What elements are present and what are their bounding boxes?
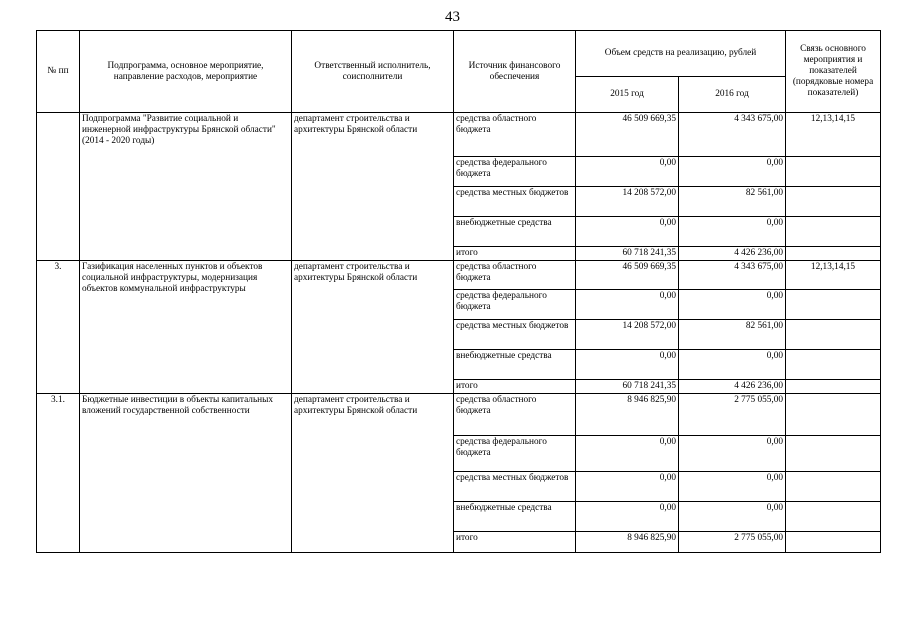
indicator-links: 12,13,14,15 — [786, 261, 881, 290]
indicator-links — [786, 247, 881, 261]
amount-2015: 0,00 — [576, 472, 679, 502]
amount-2016: 82 561,00 — [679, 187, 786, 217]
amount-2015: 8 946 825,90 — [576, 394, 679, 436]
amount-2015: 0,00 — [576, 217, 679, 247]
amount-2015: 0,00 — [576, 290, 679, 320]
row-number — [37, 113, 80, 261]
amount-2016: 4 343 675,00 — [679, 261, 786, 290]
amount-2016: 0,00 — [679, 217, 786, 247]
header-2015: 2015 год — [576, 77, 679, 113]
table-row — [37, 261, 881, 290]
header-num: № пп — [37, 31, 80, 113]
page-number: 43 — [445, 9, 460, 25]
program-name: Газификация населенных пунктов и объектов социальной инфраструктуры, модернизация объектов коммунальной инфраструктуры — [80, 261, 292, 394]
header-executor: Ответственный исполнитель, соисполнители — [292, 31, 454, 113]
amount-2016: 0,00 — [679, 502, 786, 532]
indicator-links — [786, 157, 881, 187]
header-source: Источник финансового обеспечения — [454, 31, 576, 113]
header-program: Подпрограмма, основное мероприятие, направление расходов, мероприятие — [80, 31, 292, 113]
executor-name: департамент строительства и архитектуры Брянской области — [292, 113, 454, 261]
header-volume: Объем средств на реализацию, рублей — [576, 31, 786, 77]
financing-table — [36, 30, 881, 553]
amount-2015: 46 509 669,35 — [576, 113, 679, 157]
amount-2015: 60 718 241,35 — [576, 247, 679, 261]
funding-source: средства федерального бюджета — [454, 436, 576, 472]
amount-2015: 0,00 — [576, 157, 679, 187]
amount-2016: 82 561,00 — [679, 320, 786, 350]
amount-2015: 60 718 241,35 — [576, 380, 679, 394]
indicator-links: 12,13,14,15 — [786, 113, 881, 157]
indicator-links — [786, 394, 881, 436]
amount-2016: 2 775 055,00 — [679, 394, 786, 436]
executor-name: департамент строительства и архитектуры Брянской области — [292, 261, 454, 394]
table-header — [37, 31, 881, 113]
indicator-links — [786, 380, 881, 394]
funding-source: средства федерального бюджета — [454, 290, 576, 320]
table-body — [37, 113, 881, 553]
indicator-links — [786, 217, 881, 247]
total-label: итого — [454, 380, 576, 394]
amount-2015: 8 946 825,90 — [576, 532, 679, 553]
amount-2015: 14 208 572,00 — [576, 320, 679, 350]
amount-2016: 0,00 — [679, 290, 786, 320]
amount-2016: 4 426 236,00 — [679, 380, 786, 394]
indicator-links — [786, 290, 881, 320]
amount-2016: 0,00 — [679, 350, 786, 380]
indicator-links — [786, 472, 881, 502]
funding-source: средства областного бюджета — [454, 261, 576, 290]
indicator-links — [786, 532, 881, 553]
indicator-links — [786, 502, 881, 532]
funding-source: внебюджетные средства — [454, 217, 576, 247]
amount-2016: 2 775 055,00 — [679, 532, 786, 553]
amount-2015: 0,00 — [576, 436, 679, 472]
amount-2016: 0,00 — [679, 472, 786, 502]
total-label: итого — [454, 247, 576, 261]
funding-source: средства областного бюджета — [454, 394, 576, 436]
funding-source: средства местных бюджетов — [454, 472, 576, 502]
program-name: Бюджетные инвестиции в объекты капитальных вложений государственной собственности — [80, 394, 292, 553]
funding-source: средства федерального бюджета — [454, 157, 576, 187]
funding-source: внебюджетные средства — [454, 502, 576, 532]
table-row — [37, 113, 881, 157]
row-number: 3.1. — [37, 394, 80, 553]
indicator-links — [786, 350, 881, 380]
executor-name: департамент строительства и архитектуры Брянской области — [292, 394, 454, 553]
header-link: Связь основного мероприятия и показателей (порядковые номера показателей) — [786, 31, 881, 113]
amount-2015: 0,00 — [576, 350, 679, 380]
funding-source: средства местных бюджетов — [454, 320, 576, 350]
header-2016: 2016 год — [679, 77, 786, 113]
indicator-links — [786, 320, 881, 350]
funding-source: средства областного бюджета — [454, 113, 576, 157]
amount-2015: 14 208 572,00 — [576, 187, 679, 217]
amount-2015: 46 509 669,35 — [576, 261, 679, 290]
indicator-links — [786, 436, 881, 472]
amount-2016: 0,00 — [679, 157, 786, 187]
indicator-links — [786, 187, 881, 217]
funding-source: внебюджетные средства — [454, 350, 576, 380]
program-name: Подпрограмма "Развитие социальной и инженерной инфраструктуры Брянской области" (2014 - 2020 годы) — [80, 113, 292, 261]
amount-2016: 0,00 — [679, 436, 786, 472]
table-row — [37, 394, 881, 436]
row-number: 3. — [37, 261, 80, 394]
funding-source: средства местных бюджетов — [454, 187, 576, 217]
amount-2016: 4 426 236,00 — [679, 247, 786, 261]
total-label: итого — [454, 532, 576, 553]
amount-2015: 0,00 — [576, 502, 679, 532]
amount-2016: 4 343 675,00 — [679, 113, 786, 157]
